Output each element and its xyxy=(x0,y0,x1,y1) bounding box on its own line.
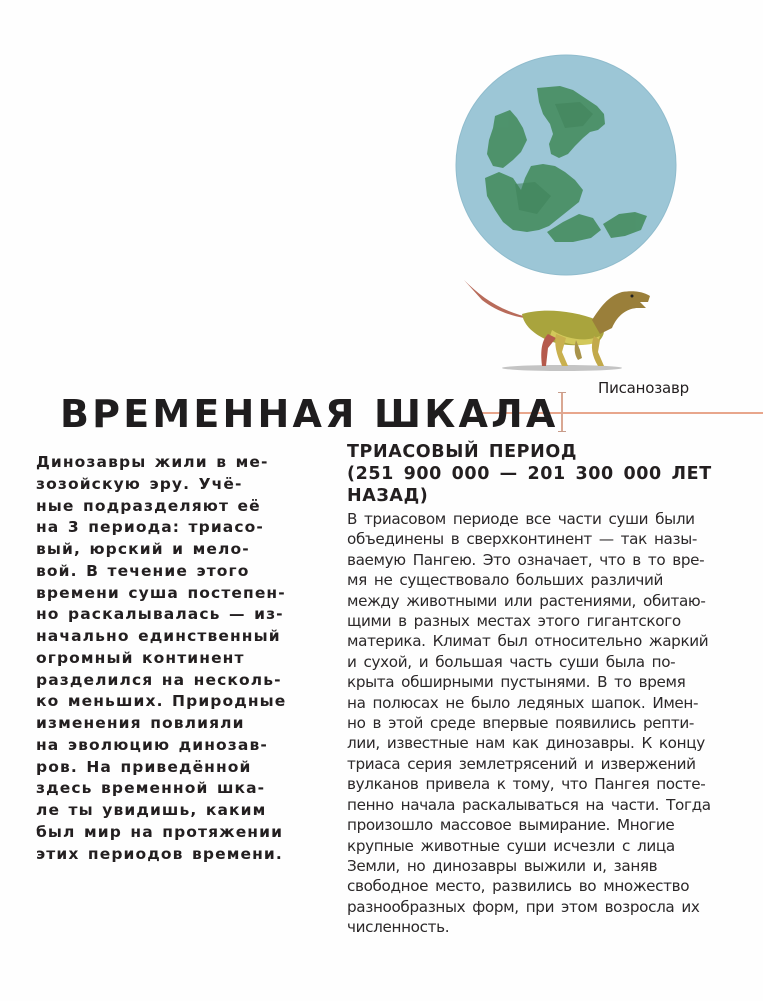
intro-line: этих периодов времени. xyxy=(36,844,283,863)
body-line: крупные животные суши исчезли с лица xyxy=(347,836,675,855)
body-line: на полюсах не было ледяных шапок. Имен- xyxy=(347,693,699,712)
intro-line: Динозавры жили в ме- xyxy=(36,453,269,471)
intro-line: вой. В течение этого xyxy=(36,561,250,580)
section-heading-line: (251 900 000 — 201 300 000 ЛЕТ xyxy=(347,464,712,484)
body-line: произошло массовое вымирание. Многие xyxy=(347,816,675,835)
intro-line: времени суша постепен- xyxy=(36,583,286,602)
body-line: разнообразных форм, при этом возросла их xyxy=(347,897,700,916)
body-line: но в этой среде впервые появились репти- xyxy=(347,714,694,733)
intro-line: ко меньших. Природные xyxy=(36,692,287,711)
body-line: объединены в сверхконтинент — так назы- xyxy=(347,530,697,549)
intro-line: но раскалывалась — из- xyxy=(36,605,284,624)
section-heading xyxy=(347,441,732,507)
body-line: материка. Климат был относительно жаркий xyxy=(347,632,709,651)
page-title: ВРЕМЕННАЯ ШКАЛА xyxy=(60,392,559,436)
body-line: Земли, но динозавры выжили и, заняв xyxy=(347,856,658,875)
section-heading-line: ТРИАСОВЫЙ ПЕРИОД xyxy=(347,442,578,462)
intro-line: на 3 периода: триасо- xyxy=(36,518,264,537)
body-line: между животными или растениями, обитаю- xyxy=(347,591,706,610)
intro-line: огромный континент xyxy=(36,648,245,667)
intro-line: вый, юрский и мело- xyxy=(36,540,250,558)
body-line: крыта обширными пустынями. В то время xyxy=(347,673,686,692)
pisanosaurus-illustration xyxy=(462,278,662,378)
intro-line: зозойскую эру. Учё- xyxy=(36,474,243,493)
body-line: лии, известные нам как динозавры. К концу xyxy=(347,734,705,753)
timeline-tick-marker xyxy=(561,392,563,432)
intro-line: изменения повлияли xyxy=(36,714,245,732)
body-line: и сухой, и большая часть суши была по- xyxy=(347,652,676,671)
intro-line: здесь временной шка- xyxy=(36,779,266,798)
body-line: вулканов привела к тому, что Пангея посте- xyxy=(347,775,706,794)
body-line: пенно начала раскалываться на части. Тогда xyxy=(347,795,711,814)
intro-line: разделился на несколь- xyxy=(36,670,282,689)
pangaea-globe-illustration xyxy=(455,54,677,276)
section-body xyxy=(347,509,732,938)
intro-line: на эволюцию динозав- xyxy=(36,735,268,754)
body-line: В триасовом периоде все части суши были xyxy=(347,510,695,528)
intro-line: был мир на протяжении xyxy=(36,822,284,841)
body-line: ваемую Пангею. Это означает, что в то вре- xyxy=(347,550,705,569)
intro-line: ные подразделяют её xyxy=(36,496,261,515)
triassic-section xyxy=(347,441,732,938)
dinosaur-caption: Писанозавр xyxy=(598,379,689,397)
body-line: мя не существовало больших различий xyxy=(347,571,663,590)
body-line: свободное место, развились во множество xyxy=(347,877,690,896)
intro-line: начально единственный xyxy=(36,627,281,645)
body-line: щими в разных местах этого гигантского xyxy=(347,612,681,631)
body-line: численность. xyxy=(347,918,450,937)
intro-paragraph xyxy=(36,452,298,865)
intro-line: ле ты увидишь, каким xyxy=(36,801,267,819)
intro-line: ров. На приведённой xyxy=(36,757,252,776)
section-heading-line: НАЗАД) xyxy=(347,486,429,506)
body-line: триаса серия землетрясений и извержений xyxy=(347,754,696,773)
